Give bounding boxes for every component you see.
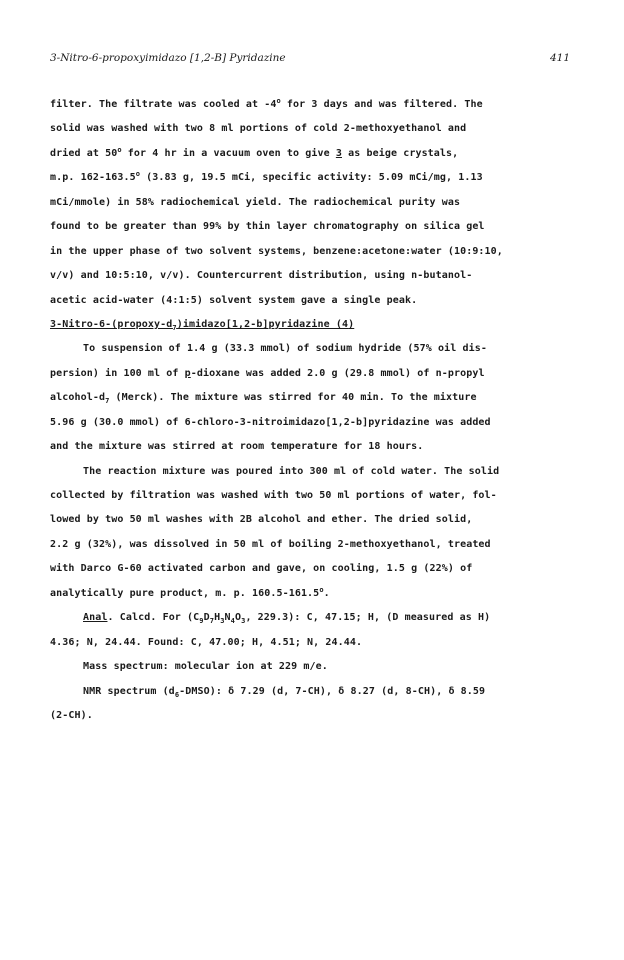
paragraph-line: 4.36; N, 24.44. Found: C, 47.00; H, 4.51; N, 24.44. xyxy=(50,636,363,648)
section-heading: $3-Nitro-6-(propoxy-d_7)imidazo[1,2-b]pyridazine$ (4) xyxy=(50,318,355,332)
running-title: 3-Nitro-6-propoxyimidazo [1,2-B] Pyridazine xyxy=(50,52,286,64)
paragraph-line: with Darco G-60 activated carbon and gave, on cooling, 1.5 g (22%) of xyxy=(50,563,473,575)
paragraph-line: v/v) and 10:5:10, v/v). Countercurrent distribution, using n-butanol- xyxy=(50,270,473,282)
paragraph-line: m.p. 162-163.5$^o$ (3.83 g, 19.5 mCi, specific activity: 5.09 mCi/mg, 1.13 xyxy=(50,170,483,184)
analysis-label: Anal xyxy=(83,612,108,624)
paragraph-line: lowed by two 50 ml washes with 2B alcohol and ether. The dried solid, xyxy=(50,514,473,526)
paragraph-line: found to be greater than 99% by thin layer chromatography on silica gel xyxy=(50,221,485,233)
paragraph-line: The reaction mixture was poured into 300 ml of cold water. The solid xyxy=(83,465,500,477)
paragraph-line: acetic acid-water (4:1:5) solvent system gave a single peak. xyxy=(50,294,418,306)
paragraph-line: and the mixture was stirred at room temperature for 18 hours. xyxy=(50,441,424,453)
elemental-analysis: Anal. Calcd. For ($C_9D_7H_3N_4O_3$, 229.3): C, 47.15; H, (D measured as H) xyxy=(83,612,491,626)
paragraph-line: analytically pure product, m. p. 160.5-161.5$^o$. xyxy=(50,585,330,599)
paragraph-line: collected by filtration was washed with two 50 ml portions of water, fol- xyxy=(50,490,497,501)
paragraph-line: dried at 50$^o$ for 4 hr in a vacuum oven to give 3 as beige crystals, xyxy=(50,145,459,159)
paragraph-line: persion) in 100 ml of p-dioxane was added 2.0 g (29.8 mmol) of n-propyl xyxy=(50,367,485,379)
paragraph-line: To suspension of 1.4 g (33.3 mmol) of sodium hydride (57% oil dis- xyxy=(83,343,487,355)
paragraph-line: 5.96 g (30.0 mmol) of 6-chloro-3-nitroimidazo[1,2-b]pyridazine was added xyxy=(50,416,491,428)
nmr-spectrum: NMR spectrum $(d_6-DMSO)$: δ 7.29 (d, 7-CH), δ 8.27 (d, 8-CH), δ 8.59 xyxy=(83,685,486,699)
paragraph-line: (2-CH). xyxy=(50,709,93,721)
running-header xyxy=(50,52,570,70)
body-text xyxy=(50,93,520,728)
page-number: 411 xyxy=(549,52,570,64)
paragraph-line: solid was washed with two 8 ml portions of cold 2-methoxyethanol and xyxy=(50,123,467,135)
paragraph-line: mCi/mmole) in 58% radiochemical yield. The radiochemical purity was xyxy=(50,196,461,208)
mass-spectrum: Mass spectrum: molecular ion at 229 m/e. xyxy=(83,661,328,673)
compound-number: 3 xyxy=(335,147,342,159)
paragraph-line: 2.2 g (32%), was dissolved in 50 ml of boiling 2-methoxyethanol, treated xyxy=(50,538,491,550)
paragraph-line: alcohol-$d_7$ (Merck). The mixture was stirred for 40 min. To the mixture xyxy=(50,392,477,406)
paragraph-line: in the upper phase of two solvent systems, benzene:acetone:water (10:9:10, xyxy=(50,245,503,257)
paragraph-line: filter. The filtrate was cooled at -4$^o$ for 3 days and was filtered. The xyxy=(50,97,483,110)
